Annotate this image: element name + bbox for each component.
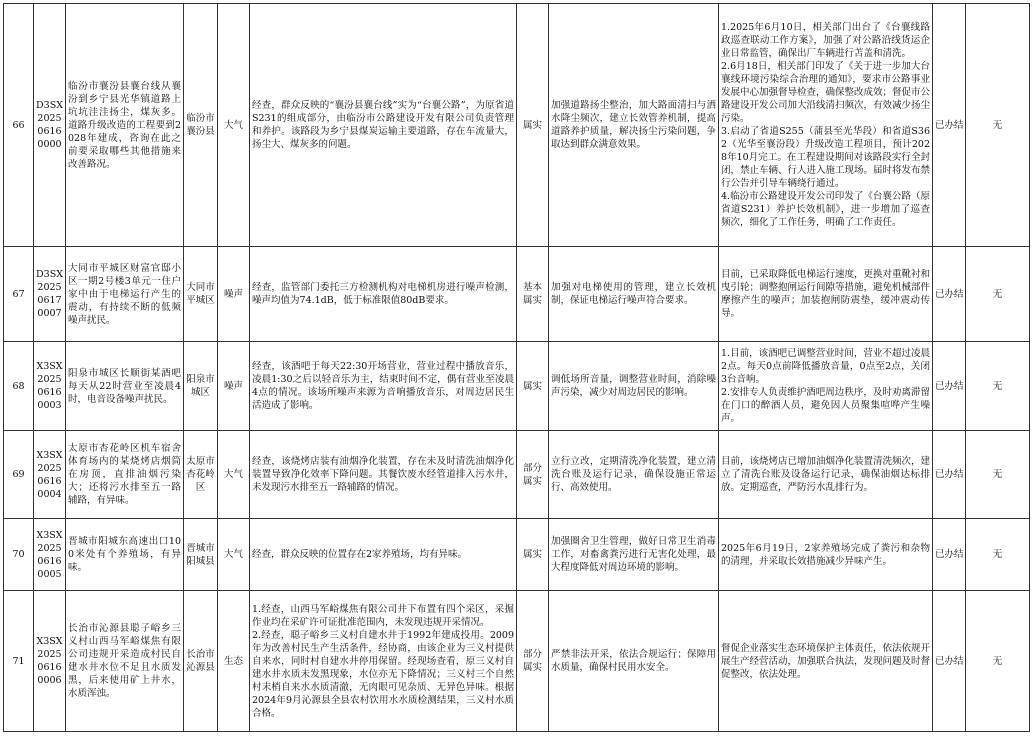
complaint-description-cell: 临汾市襄汾县襄台线从襄汾到乡宁县光华镇道路上坑坑洼洼扬尘，煤灰多。道路升级改造的工程要到2028年建成，咨询在此之前要采取哪些其他措施来改善路况。 xyxy=(66,4,184,247)
administrative-area-cell: 大同市平城区 xyxy=(184,247,218,342)
case-id-cell: X3SX202506160004 xyxy=(34,431,66,519)
case-status-cell: 已办结 xyxy=(933,4,966,247)
case-table xyxy=(3,3,1030,732)
verification-verdict-cell: 属实 xyxy=(517,4,549,247)
case-status-cell: 已办结 xyxy=(933,519,966,591)
case-status-cell: 已办结 xyxy=(933,342,966,431)
case-id-cell: X3SX202506160003 xyxy=(34,342,66,431)
investigation-result-cell: 经查，该烧烤店装有油烟净化装置，存在未及时清洗油烟净化装置导致净化效率下降问题。其餐饮废水经管道排入污水井，未发现污水排至五一路辅路的情况。 xyxy=(250,431,517,519)
case-id-cell: X3SX202506160005 xyxy=(34,519,66,591)
table-row xyxy=(4,591,1030,732)
accountability-cell: 无 xyxy=(966,591,1030,732)
pollution-type-cell: 大气 xyxy=(218,519,250,591)
verification-verdict-cell: 基本属实 xyxy=(517,247,549,342)
administrative-area-cell: 临汾市襄汾县 xyxy=(184,4,218,247)
pollution-type-cell: 大气 xyxy=(218,431,250,519)
complaint-description-cell: 大同市平城区财富官邸小区一期2号楼3单元一住户家中由于电梯运行产生的震动，有持续不断的低频噪声扰民。 xyxy=(66,247,184,342)
table-row xyxy=(4,342,1030,431)
administrative-area-cell: 晋城市阳城县 xyxy=(184,519,218,591)
pollution-type-cell: 噪声 xyxy=(218,342,250,431)
table-row xyxy=(4,4,1030,247)
rectification-status-detail-cell: 1.目前，该酒吧已调整营业时间，营业不超过凌晨2点。每天0点前降低播放音量，0点至2点，关闭3台音响。 2.安排专人负责维护酒吧周边秩序，及时劝离滞留在门口的醉酒人员，避免因人员聚集喧哗产生噪声。 xyxy=(719,342,933,431)
investigation-result-cell: 经查，监管部门委托三方检测机构对电梯机房进行噪声检测，噪声均值为74.1dB，低于标准限值80dB要求。 xyxy=(250,247,517,342)
pollution-type-cell: 生态 xyxy=(218,591,250,732)
rectification-status-detail-cell: 目前，该烧烤店已增加油烟净化装置清洗频次，建立了清洗台账及设备运行记录，确保油烟达标排放。定期巡查，严防污水乱排行为。 xyxy=(719,431,933,519)
rectification-status-detail-cell: 2025年6月19日，2家养殖场完成了粪污和杂物的清理，并采取长效措施减少异味产生。 xyxy=(719,519,933,591)
investigation-result-cell: 经查，群众反映的位置存在2家养殖场，均有异味。 xyxy=(250,519,517,591)
accountability-cell: 无 xyxy=(966,342,1030,431)
case-id-cell: D3SX202506160000 xyxy=(34,4,66,247)
complaint-description-cell: 阳泉市城区长顺街某酒吧每天从22时营业至凌晨4时，电音设备噪声扰民。 xyxy=(66,342,184,431)
verification-verdict-cell: 属实 xyxy=(517,519,549,591)
row-number-cell: 66 xyxy=(4,4,34,247)
case-status-cell: 已办结 xyxy=(933,591,966,732)
verification-verdict-cell: 属实 xyxy=(517,342,549,431)
rectification-status-detail-cell: 目前，已采取降低电梯运行速度，更换对重靴衬和曳引轮；调整抱闸运行间隙等措施，避免机械部件摩擦产生的噪声；加装抱闸防震垫，缓冲震动传导。 xyxy=(719,247,933,342)
pollution-type-cell: 噪声 xyxy=(218,247,250,342)
complaint-description-cell: 长治市沁源县聪子峪乡三义村山西马军峪煤焦有限公司违规开采造成村民自建水井水位不足且水质发黑，后来使用矿上井水，水质浑浊。 xyxy=(66,591,184,732)
rectification-requirement-cell: 立行立改，定期清洗净化装置，建立清洗台账及运行记录，确保设施正常运行、高效使用。 xyxy=(549,431,719,519)
complaint-description-cell: 晋城市阳城东高速出口100米处有个养殖场，有异味。 xyxy=(66,519,184,591)
investigation-result-cell: 经查，群众反映的“襄汾县襄台线”实为“台襄公路”，为原省道S231的组成部分，由临汾市公路建设开发有限公司负责管理和养护。该路段为乡宁县煤炭运输主要道路，存在车流量大，扬尘大、煤灰多的问题。 xyxy=(250,4,517,247)
case-status-cell: 已办结 xyxy=(933,247,966,342)
table-row xyxy=(4,247,1030,342)
row-number-cell: 68 xyxy=(4,342,34,431)
case-status-cell: 已办结 xyxy=(933,431,966,519)
verification-verdict-cell: 部分属实 xyxy=(517,591,549,732)
rectification-status-detail-cell: 1.2025年6月10日，相关部门出台了《台襄线路政巡查联动工作方案》，加强了对公路沿线货运企业日常监管，确保出厂车辆进行苫盖和清洗。 2.6月18日，相关部门印发了《关于进一步加大台襄线环境污染综合治理的通知》，要求市公路事业发展中心加强督导检查，确保整改成效；督促市公路建设开发公司加大沿线清扫频次，有效减少扬尘污染。 3.启动了省道S255（蒲县至光华段）和省道S362（光华至襄汾段）升级改造工程项目，预计2028年10月完工。在工程建设期间对该路段实行全封闭，禁止车辆、行人进入施工现场。届时将发布禁行公告并引导车辆绕行通过。 4.临汾市公路建设开发公司印发了《台襄公路（原省道S231）养护长效机制》，进一步增加了巡查频次，细化了工作任务，明确了工作责任。 xyxy=(719,4,933,247)
rectification-requirement-cell: 严禁非法开采，依法合规运行；保障用水质量，确保村民用水安全。 xyxy=(549,591,719,732)
case-id-cell: D3SX202506170007 xyxy=(34,247,66,342)
rectification-requirement-cell: 加强对电梯使用的管理，建立长效机制，保证电梯运行噪声符合要求。 xyxy=(549,247,719,342)
accountability-cell: 无 xyxy=(966,247,1030,342)
table-row xyxy=(4,431,1030,519)
investigation-result-cell: 1.经查，山西马军峪煤焦有限公司井下布置有四个采区，采掘作业均在采矿许可证批准范围内，未发现违规开采情况。 2.经查，聪子峪乡三义村自建水井于1992年建成投用。2009年为改善村民生产生活条件，经协商，由该企业为三义村提供自来水，同时村自建水井停用保留。经现场查看，原三义村自建水井水质未发黑现象，水位亦无下降情况；三义村三个自然村末梢自来水水质清澈，无肉眼可见杂质、无异色异味。根据2024年9月沁源县全县农村饮用水水质检测结果，三义村水质合格。 xyxy=(250,591,517,732)
rectification-status-detail-cell: 督促企业落实生态环境保护主体责任，依法依规开展生产经营活动，加强联合执法，发现问题及时督促整改，依法处理。 xyxy=(719,591,933,732)
row-number-cell: 71 xyxy=(4,591,34,732)
rectification-requirement-cell: 调低场所音量，调整营业时间，消除噪声污染，减少对周边居民的影响。 xyxy=(549,342,719,431)
row-number-cell: 69 xyxy=(4,431,34,519)
accountability-cell: 无 xyxy=(966,431,1030,519)
case-id-cell: X3SX202506160006 xyxy=(34,591,66,732)
row-number-cell: 67 xyxy=(4,247,34,342)
verification-verdict-cell: 部分属实 xyxy=(517,431,549,519)
complaint-description-cell: 太原市杏花岭区机车宿舍体育场内的某烧烤店烟筒在房顶，直排油烟污染大；还将污水排至五一路辅路，有异味。 xyxy=(66,431,184,519)
investigation-result-cell: 经查，该酒吧于每天22:30开场营业，营业过程中播放音乐，凌晨1:30之后以轻音乐为主，结束时间不定，偶有营业至凌晨4点的情况。该场所噪声来源为音响播放音乐，对周边居民生活造成了影响。 xyxy=(250,342,517,431)
row-number-cell: 70 xyxy=(4,519,34,591)
administrative-area-cell: 太原市杏花岭区 xyxy=(184,431,218,519)
rectification-requirement-cell: 加强圈舍卫生管理，做好日常卫生消毒工作，对畜禽粪污进行无害化处理，最大程度降低对周边环境的影响。 xyxy=(549,519,719,591)
accountability-cell: 无 xyxy=(966,4,1030,247)
accountability-cell: 无 xyxy=(966,519,1030,591)
administrative-area-cell: 阳泉市城区 xyxy=(184,342,218,431)
pollution-type-cell: 大气 xyxy=(218,4,250,247)
rectification-requirement-cell: 加强道路扬尘整治，加大路面清扫与洒水降尘频次，建立长效管养机制，提高道路养护质量，解决扬尘污染问题，争取达到群众满意效果。 xyxy=(549,4,719,247)
administrative-area-cell: 长治市沁源县 xyxy=(184,591,218,732)
table-row xyxy=(4,519,1030,591)
